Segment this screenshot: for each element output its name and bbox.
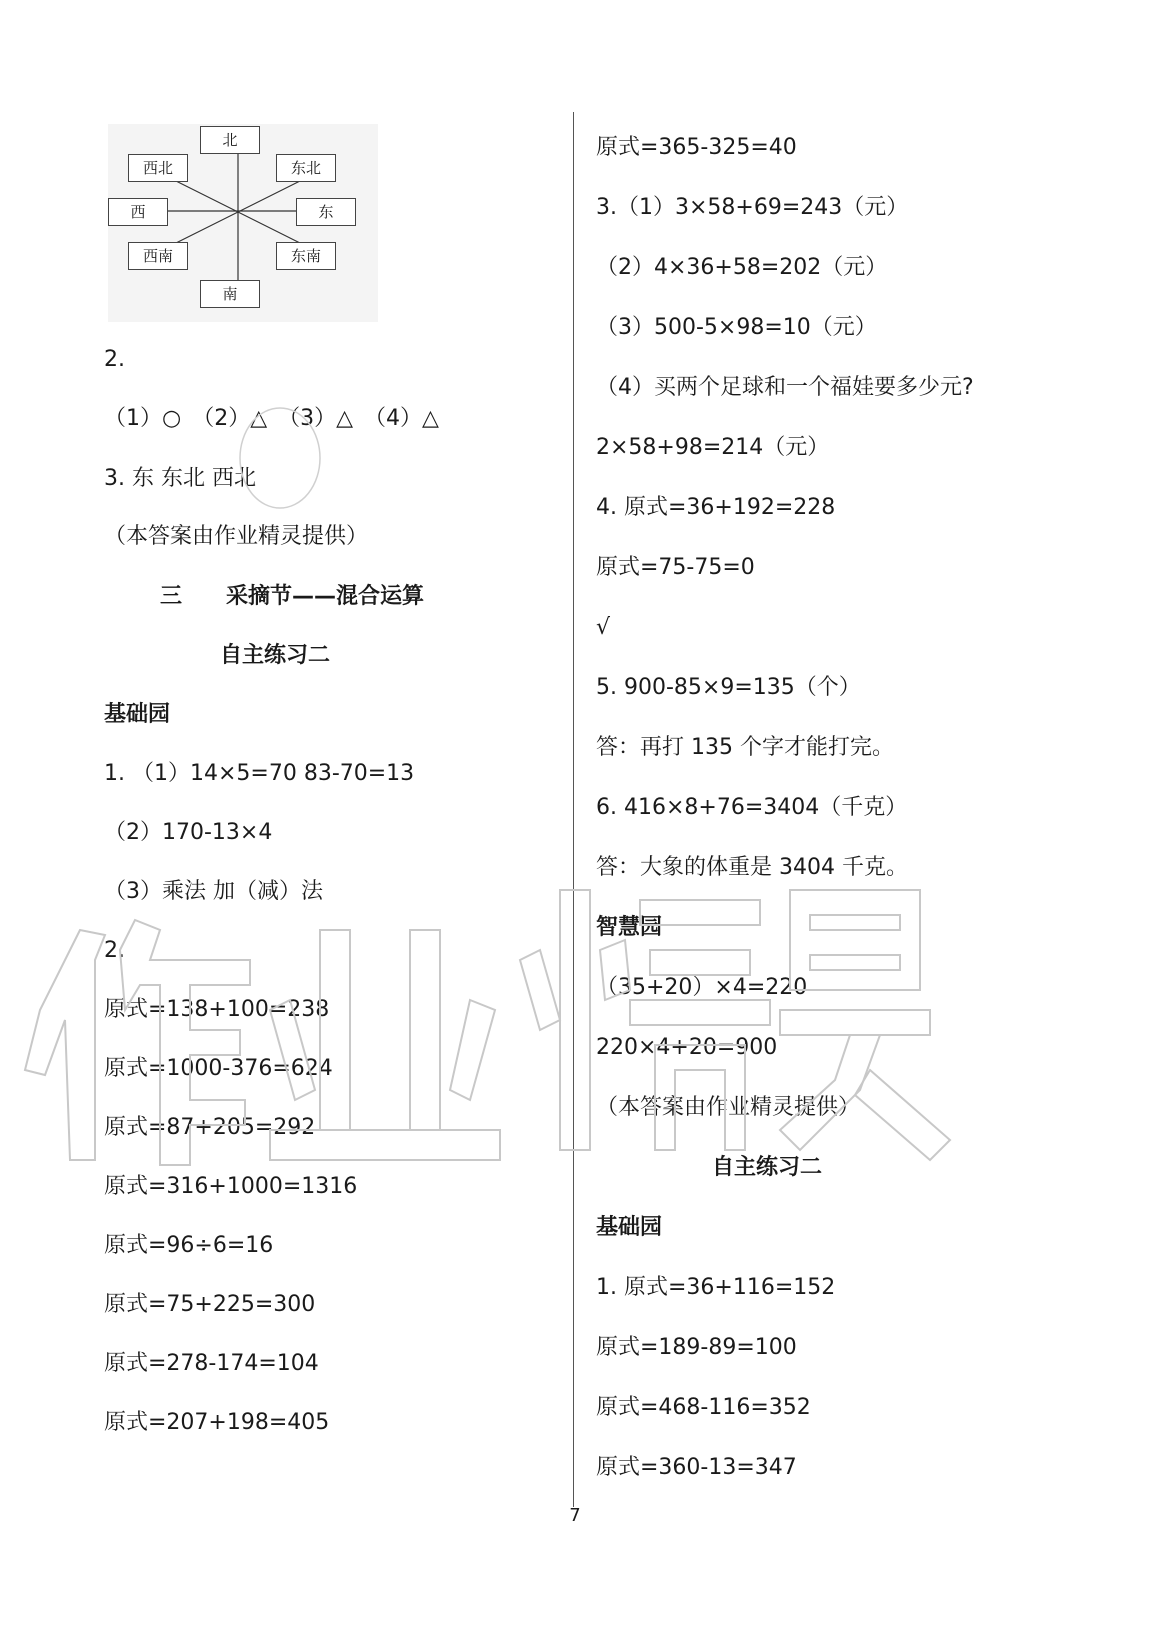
- left-line-10: （3）乘法 加（减）法: [104, 879, 323, 904]
- direction-east: 东: [296, 198, 356, 226]
- direction-northeast: 东北: [276, 154, 336, 182]
- right-line-12: 6. 416×8+76=3404（千克）: [596, 795, 908, 820]
- left-line-12: 原式=138+100=238: [104, 997, 330, 1022]
- right-line-21: 原式=189-89=100: [596, 1335, 797, 1360]
- left-line-1: 2.: [104, 347, 125, 372]
- right-line-11: 答：再打 135 个字才能打完。: [596, 735, 894, 760]
- left-line-17: 原式=75+225=300: [104, 1292, 316, 1317]
- direction-north: 北: [200, 126, 260, 154]
- subsection-title: 自主练习二: [220, 643, 331, 668]
- right-line-1: 原式=365-325=40: [596, 135, 797, 160]
- right-line-3: （2）4×36+58=202（元）: [596, 255, 888, 280]
- left-line-15: 原式=316+1000=1316: [104, 1174, 358, 1199]
- left-line-4: （本答案由作业精灵提供）: [104, 524, 369, 549]
- left-line-2: （1）○ （2）△ （3）△ （4）△: [104, 406, 439, 431]
- direction-northwest: 西北: [128, 154, 188, 182]
- right-line-15: （35+20）×4=220: [596, 975, 808, 1000]
- left-line-11: 2.: [104, 938, 125, 963]
- right-line-6: 2×58+98=214（元）: [596, 435, 830, 460]
- section-title: 三 采摘节——混合运算: [160, 584, 425, 609]
- right-line-5: （4）买两个足球和一个福娃要多少元?: [596, 375, 974, 400]
- left-line-19: 原式=207+198=405: [104, 1410, 330, 1435]
- right-line-23: 原式=360-13=347: [596, 1455, 797, 1480]
- left-line-14: 原式=87+205=292: [104, 1115, 316, 1140]
- right-line-7: 4. 原式=36+192=228: [596, 495, 836, 520]
- right-line-17: （本答案由作业精灵提供）: [596, 1095, 861, 1120]
- left-line-9: （2）170-13×4: [104, 820, 273, 845]
- compass-diagram: [108, 124, 378, 322]
- left-line-8: 1. （1）14×5=70 83-70=13: [104, 761, 415, 786]
- right-heading-jichuyuan: 基础园: [596, 1215, 663, 1240]
- left-line-18: 原式=278-174=104: [104, 1351, 319, 1376]
- right-line-10: 5. 900-85×9=135（个）: [596, 675, 861, 700]
- left-line-13: 原式=1000-376=624: [104, 1056, 333, 1081]
- direction-southwest: 西南: [128, 242, 188, 270]
- right-line-16: 220×4+20=900: [596, 1035, 778, 1060]
- direction-southeast: 东南: [276, 242, 336, 270]
- right-line-22: 原式=468-116=352: [596, 1395, 811, 1420]
- right-line-9: √: [596, 615, 611, 640]
- right-line-2: 3.（1）3×58+69=243（元）: [596, 195, 909, 220]
- column-divider: [573, 112, 574, 1507]
- right-line-8: 原式=75-75=0: [596, 555, 755, 580]
- direction-south: 南: [200, 280, 260, 308]
- left-line-3: 3. 东 东北 西北: [104, 466, 256, 491]
- left-line-16: 原式=96÷6=16: [104, 1233, 274, 1258]
- right-line-20: 1. 原式=36+116=152: [596, 1275, 836, 1300]
- left-heading-jichuyuan: 基础园: [104, 702, 171, 727]
- right-heading-zhihuiyuan: 智慧园: [596, 915, 663, 940]
- right-line-4: （3）500-5×98=10（元）: [596, 315, 877, 340]
- right-subsection-title: 自主练习二: [712, 1155, 823, 1180]
- right-line-13: 答：大象的体重是 3404 千克。: [596, 855, 908, 880]
- page-number: 7: [569, 1505, 581, 1526]
- direction-west: 西: [108, 198, 168, 226]
